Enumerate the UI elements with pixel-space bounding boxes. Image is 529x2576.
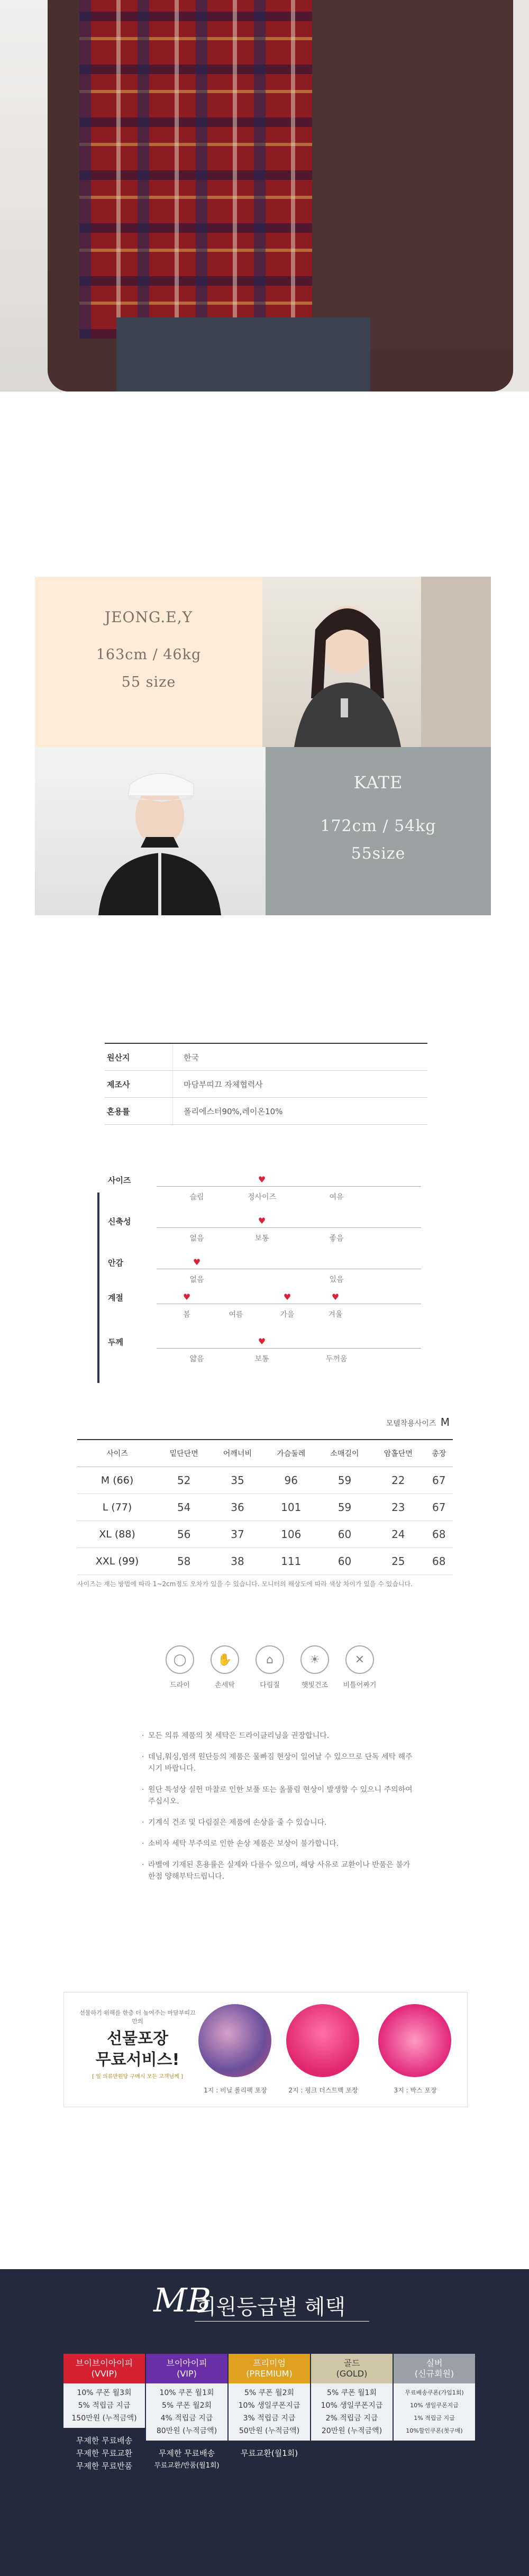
note-item: · 데님,워싱,염색 원단등의 제품은 물빠짐 현상이 일어날 수 있으므로 단독 세탁 해주시기 바랍니다.	[142, 1751, 417, 1774]
cell: 38	[211, 1548, 264, 1575]
grade-premium	[229, 2354, 310, 2460]
extra-benefit: 무제한 무료배송	[158, 2448, 215, 2458]
extra-benefit: 무료교환(월1회)	[240, 2448, 298, 2458]
cell: 67	[425, 1467, 453, 1494]
info-label: 제조사	[107, 1079, 130, 1089]
heart-icon: ♥	[283, 1292, 291, 1302]
grade-gold	[311, 2354, 393, 2441]
grade-header	[146, 2354, 227, 2383]
info-row-material	[105, 1098, 427, 1125]
grade-name: 브이브이아이피	[75, 2358, 133, 2368]
cell: XXL (99)	[77, 1548, 157, 1575]
cell: 54	[157, 1494, 211, 1521]
care-notes	[142, 1730, 417, 1892]
heart-icon: ♥	[193, 1257, 201, 1267]
gift-option-image	[286, 2004, 359, 2077]
scale-tick: 없음	[189, 1276, 204, 1284]
care-item	[204, 1645, 246, 1689]
care-item	[339, 1645, 381, 1689]
scale-tick: 여유	[329, 1193, 344, 1201]
cell: M (66)	[77, 1467, 157, 1494]
model-size: 55 size	[121, 674, 176, 690]
benefit: 20만원 (누적금액)	[321, 2427, 382, 2435]
benefit: 4% 적립금 지급	[160, 2414, 213, 2423]
info-row-maker	[105, 1071, 427, 1098]
scale-tick: 있음	[329, 1276, 344, 1284]
ironing-icon: ⌂	[256, 1645, 284, 1674]
scale-tick: 정사이즈	[247, 1193, 277, 1201]
cell: 60	[318, 1548, 371, 1575]
benefit: 2% 적립금 지급	[325, 2414, 378, 2423]
scale-label-thickness: 두께	[108, 1337, 123, 1347]
scale-tick: 보통	[254, 1234, 269, 1243]
col-header: 어깨너비	[211, 1440, 264, 1467]
grade-vip	[146, 2354, 227, 2472]
info-label: 혼용률	[107, 1106, 130, 1116]
extra-benefit: 무제한 무료교환	[76, 2448, 133, 2458]
benefit: 3% 적립금 지급	[243, 2414, 296, 2423]
note-item: · 기계식 건조 및 다림질은 제품에 손상을 줄 수 있습니다.	[142, 1817, 417, 1828]
heart-icon: ♥	[183, 1292, 191, 1302]
grade-benefits	[394, 2383, 475, 2441]
benefit: 5% 쿠폰 월2회	[244, 2389, 295, 2397]
grade-benefits	[63, 2383, 145, 2428]
cell: L (77)	[77, 1494, 157, 1521]
gift-wrap-banner	[63, 1992, 468, 2107]
grade-benefits	[311, 2383, 393, 2441]
cell: 68	[425, 1521, 453, 1548]
scale-label-lining: 안감	[108, 1258, 123, 1268]
model-name: JEONG.E,Y	[104, 608, 193, 626]
info-value: 폴리에스터90%,레이온10%	[172, 1098, 427, 1124]
membership-section	[0, 2269, 529, 2576]
cell: 111	[264, 1548, 318, 1575]
model-stats: 172cm / 54kg	[320, 817, 436, 835]
model-info-panel-1	[35, 577, 262, 747]
note-item: · 모든 의류 제품의 첫 세탁은 드라이클리닝을 권장합니다.	[142, 1730, 417, 1742]
model-size: 55size	[351, 844, 406, 863]
caption-size: M	[440, 1416, 450, 1428]
benefit: 10% 생일쿠폰지급	[321, 2401, 383, 2410]
cell: 60	[318, 1521, 371, 1548]
grade-extra	[229, 2447, 310, 2460]
info-label: 원산지	[107, 1052, 130, 1062]
care-label: 비틀어짜기	[343, 1681, 377, 1689]
gift-option-image	[378, 2004, 451, 2077]
benefit: 5% 쿠폰 월2회	[161, 2401, 212, 2410]
cell: 59	[318, 1494, 371, 1521]
benefit: 1% 적립금 지급	[414, 2415, 455, 2422]
benefit: 5% 적립금 지급	[78, 2401, 131, 2410]
cell: 58	[157, 1548, 211, 1575]
grade-sub: (VVIP)	[91, 2369, 117, 2379]
grade-header	[229, 2354, 310, 2383]
model-photo-2	[35, 747, 266, 915]
gift-title-line1: 선물포장	[107, 2029, 168, 2048]
scale-label-size: 사이즈	[108, 1176, 131, 1185]
membership-title: 회원등급별 혜택	[196, 2295, 346, 2319]
scale-tick: 겨울	[328, 1310, 343, 1319]
caption-prefix: 모델착용사이즈	[386, 1419, 436, 1428]
heart-icon: ♥	[331, 1292, 340, 1302]
grade-benefits	[146, 2383, 227, 2441]
size-table-header	[77, 1440, 453, 1467]
cell: 25	[371, 1548, 425, 1575]
care-label: 햇빛건조	[301, 1681, 329, 1689]
grade-name: 실버	[426, 2358, 443, 2368]
benefit: 10%할인쿠폰(첫구매)	[406, 2427, 463, 2434]
cell: 24	[371, 1521, 425, 1548]
scale-tick: 보통	[254, 1355, 269, 1363]
cell: 22	[371, 1467, 425, 1494]
gift-intro: 선물하기 위해를 한층 더 높여주는 마담부띠끄 만의	[79, 2009, 196, 2025]
extra-benefit: 무료교환/반품(월1회)	[154, 2462, 220, 2470]
extra-benefit: 무제한 무료반품	[76, 2461, 133, 2471]
info-row-origin	[105, 1044, 427, 1071]
note-item: · 라벨에 기재된 혼용률은 실제와 다를수 있으며, 해당 사유로 교환이나 반품은 불가한점 양해부탁드립니다.	[142, 1859, 417, 1882]
scale-tick: 여름	[229, 1310, 243, 1319]
col-header: 사이즈	[77, 1440, 157, 1467]
gift-tagline: [ 일 의류만원당 구매시 모든 고객님께 ]	[92, 2074, 183, 2080]
extra-benefit: 무제한 무료배송	[76, 2436, 133, 2445]
benefit: 150만원 (누적금액)	[71, 2414, 137, 2423]
scale-label-stretch: 신축성	[108, 1217, 131, 1226]
model-info-panel-2	[266, 747, 491, 915]
gift-option-label: 1지 : 비닐 롤리팩 포장	[204, 2087, 267, 2094]
model-name: KATE	[353, 772, 403, 793]
cell: 52	[157, 1467, 211, 1494]
care-label: 드라이	[170, 1681, 190, 1689]
cell: 96	[264, 1467, 318, 1494]
grade-sub: (신규회원)	[414, 2369, 454, 2379]
benefit: 50만원 (누적금액)	[239, 2427, 300, 2435]
scale-tick: 좋음	[329, 1234, 344, 1243]
benefit: 10% 생일쿠폰지급	[238, 2401, 300, 2410]
care-label: 다림질	[260, 1681, 280, 1689]
note-item: · 원단 특성상 실헌 마찰로 인한 보풀 또는 올풀림 현상이 발생할 수 있으니 주의하여 주십시오.	[142, 1784, 417, 1807]
care-label: 손세탁	[215, 1681, 235, 1689]
model-size-caption	[370, 1416, 450, 1428]
heart-icon: ♥	[258, 1216, 266, 1226]
table-row	[77, 1548, 453, 1575]
grade-silver	[394, 2354, 475, 2441]
table-row	[77, 1467, 453, 1494]
grade-vvip	[63, 2354, 145, 2472]
grade-name: 프리미엄	[253, 2358, 286, 2368]
scale-label-season: 계절	[108, 1293, 123, 1303]
model-stats: 163cm / 46kg	[96, 647, 202, 663]
scale-tick: 가을	[280, 1310, 295, 1319]
care-icons	[159, 1645, 381, 1689]
grade-header	[63, 2354, 145, 2383]
cell: 56	[157, 1521, 211, 1548]
cell: 59	[318, 1467, 371, 1494]
grade-extra	[146, 2447, 227, 2472]
table-row	[77, 1494, 453, 1521]
benefit: 80만원 (누적금액)	[156, 2427, 217, 2435]
care-item	[249, 1645, 291, 1689]
gift-option-label: 3지 : 박스 포장	[394, 2087, 437, 2094]
cell: 106	[264, 1521, 318, 1548]
grade-header	[311, 2354, 393, 2383]
grade-sub: (VIP)	[177, 2369, 197, 2379]
col-header: 암홀단면	[371, 1440, 425, 1467]
col-header: 총장	[425, 1440, 453, 1467]
info-value: 한국	[172, 1044, 427, 1070]
benefit: 10% 생일쿠폰지급	[410, 2402, 459, 2409]
care-item	[159, 1645, 201, 1689]
benefit: 5% 쿠폰 월1회	[326, 2389, 377, 2397]
col-header: 가슴둘레	[264, 1440, 318, 1467]
scale-divider	[97, 1193, 99, 1383]
scale-tick: 없음	[189, 1234, 204, 1243]
grade-header	[394, 2354, 475, 2383]
info-value: 마담부띠끄 자체협력사	[172, 1071, 427, 1097]
grade-name: 브이아이피	[166, 2358, 207, 2368]
grade-benefits	[229, 2383, 310, 2441]
cell: 101	[264, 1494, 318, 1521]
benefit: 10% 쿠폰 월3회	[77, 2389, 132, 2397]
cell: XL (88)	[77, 1521, 157, 1548]
scale-tick: 얇음	[189, 1355, 204, 1363]
drycleaning-icon: ◯	[166, 1645, 194, 1674]
note-item: · 소비자 세탁 부주의로 인한 손상 제품은 보상이 불가합니다.	[142, 1838, 417, 1850]
handwash-icon: ✋	[211, 1645, 239, 1674]
cell: 68	[425, 1548, 453, 1575]
hero-product-photo	[0, 0, 529, 392]
grade-sub: (PREMIUM)	[246, 2369, 293, 2379]
cell: 36	[211, 1494, 264, 1521]
no-bleach-icon: ✕	[345, 1645, 374, 1674]
gift-option-image	[198, 2004, 271, 2077]
cell: 37	[211, 1521, 264, 1548]
grade-extra	[63, 2434, 145, 2472]
col-header: 밑단단면	[157, 1440, 211, 1467]
gift-option-label: 2지 : 핑크 더스트백 포장	[288, 2087, 358, 2094]
fit-scales	[93, 1175, 432, 1391]
grade-name: 골드	[343, 2358, 360, 2368]
scale-tick: 봄	[183, 1310, 190, 1319]
table-row	[77, 1521, 453, 1548]
gift-title-line2: 무료서비스!	[95, 2051, 180, 2069]
heart-icon: ♥	[258, 1336, 266, 1346]
scale-tick: 슬림	[189, 1193, 204, 1201]
heart-icon: ♥	[258, 1175, 266, 1185]
model-photo-1	[262, 577, 491, 747]
benefit: 10% 쿠폰 월1회	[159, 2389, 214, 2397]
size-note: 사이즈는 재는 방법에 따라 1~2cm정도 오차가 있을 수 있습니다. 모니터의 해상도에 따라 색상 차이가 있을 수 있습니다.	[77, 1580, 413, 1588]
scale-tick: 두꺼움	[325, 1355, 348, 1363]
sun-dry-icon: ☀	[300, 1645, 329, 1674]
cell: 35	[211, 1467, 264, 1494]
care-item	[294, 1645, 336, 1689]
cell: 23	[371, 1494, 425, 1521]
benefit: 무료배송쿠폰(가입1회)	[405, 2389, 464, 2396]
grade-sub: (GOLD)	[336, 2369, 368, 2379]
membership-logo: MB	[153, 2281, 212, 2319]
cell: 67	[425, 1494, 453, 1521]
product-info-table	[105, 1043, 427, 1125]
col-header: 소매길이	[318, 1440, 371, 1467]
size-table	[77, 1439, 453, 1575]
